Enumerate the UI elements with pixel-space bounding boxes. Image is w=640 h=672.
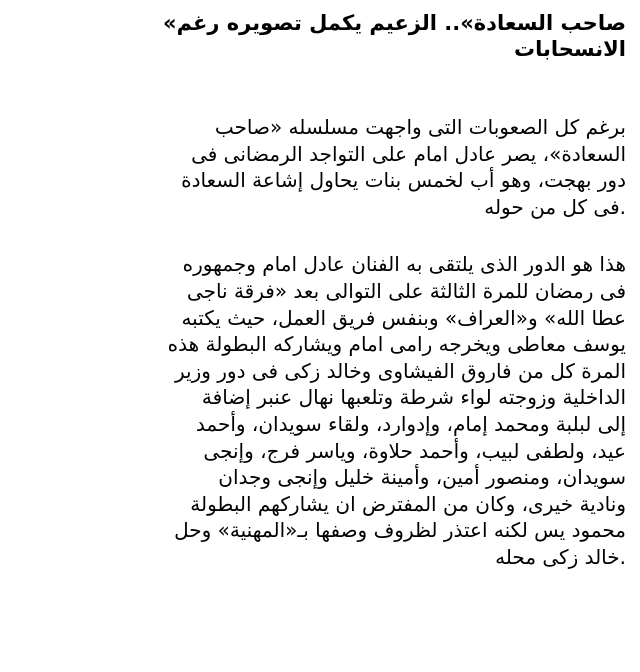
article-paragraph-2: [30, 251, 626, 570]
news-article: [30, 10, 626, 571]
article-headline: [30, 10, 626, 62]
paragraph-line: عطا الله» و«العراف» وبنفس فريق العمل، حيث يكتبه: [181, 305, 626, 330]
paragraph-line: ونادية خيرى، وكان من المفترض ان يشاركهم البطولة: [190, 491, 626, 516]
paragraph-line: إلى لبلبة ومحمد إمام، وإدوارد، ولقاء سويدان، وأحمد: [195, 411, 626, 436]
paragraph-line: .خالد زكى محله: [495, 544, 626, 569]
paragraph-line: فى رمضان للمرة الثالثة على التوالى بعد «فرقة ناجى: [186, 278, 626, 303]
article-paragraph-1: [30, 114, 626, 220]
paragraph-line: السعادة»، يصر عادل امام على التواجد الرمضانى فى: [191, 141, 626, 166]
paragraph-line: هذا هو الدور الذى يلتقى به الفنان عادل امام وجمهوره: [182, 252, 626, 277]
paragraph-line: برغم كل الصعوبات التى واجهت مسلسله «صاحب: [214, 115, 626, 139]
headline-line: الانسحابات: [514, 37, 626, 61]
paragraph-line: عيد، ولطفى لبيب، وأحمد حلاوة، وياسر فرج، وإنجى: [203, 438, 626, 463]
paragraph-line: المرة كل من فاروق الفيشاوى وخالد زكى فى دور وزير: [174, 358, 626, 383]
paragraph-line: يوسف معاطى ويخرجه رامى امام ويشاركه البطولة هذه: [167, 332, 626, 357]
paragraph-line: دور بهجت، وهو أب لخمس بنات يحاول إشاعة السعادة: [181, 168, 626, 193]
paragraph-line: محمود يس لكنه اعتذر لظروف وصفها بـ«المهنية» وحل: [174, 518, 626, 543]
headline-line: صاحب السعادة».. الزعيم يكمل تصويره رغم»: [163, 11, 626, 35]
paragraph-line: سويدان، ومنصور أمين، وأمينة خليل وإنجى وجدان: [218, 465, 626, 490]
paragraph-line: .فى كل من حوله: [484, 194, 626, 219]
paragraph-line: الداخلية وزوجته لواء شرطة وتلعبها نهال عنبر إضافة: [201, 385, 626, 410]
